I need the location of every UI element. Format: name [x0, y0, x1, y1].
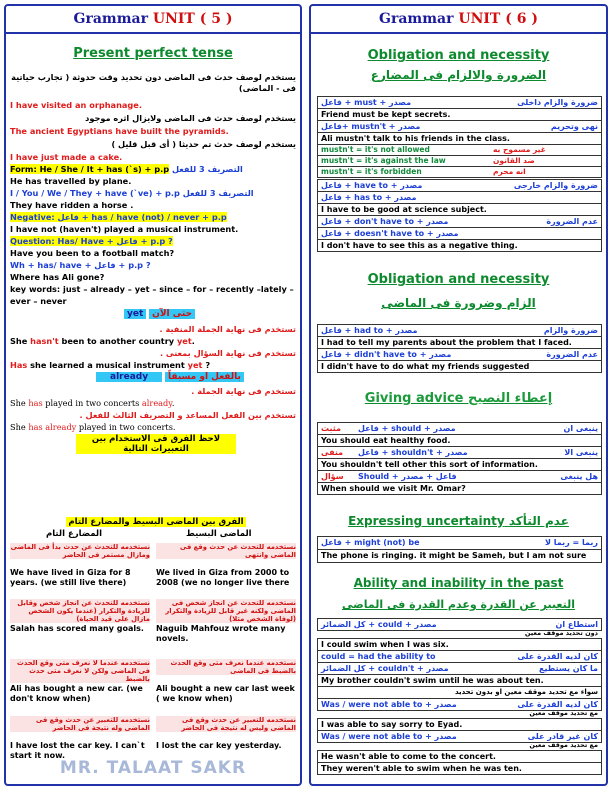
row-label: ضرورة والزام داخلى: [517, 98, 598, 107]
row-label: عدم الضرورة: [546, 217, 598, 226]
row-example: I could swim when I was six.: [321, 640, 449, 649]
obligation-title-1: [311, 48, 606, 63]
row-example: Ali mustn't talk to his friends in the class.: [321, 134, 510, 143]
compare-ps-ar: نستخدمه عندما نعرف متى وقع الحدث بالضبط فى الماضى: [156, 659, 296, 675]
row-form: فاعل + might (not) be: [321, 538, 420, 547]
compare-pp-en: Salah has scored many goals.: [10, 624, 144, 633]
form-example-1: He has travelled by plane.: [10, 176, 132, 186]
row-label: عدم الضرورة: [546, 350, 598, 359]
diff-title: لاحظ الفرق فى الاستخدام بين التعبيرات التالية: [76, 434, 236, 454]
row-label: ما كان يستطيع: [539, 664, 598, 673]
already-ar: بالفعل او مسبقاً: [165, 372, 244, 382]
compare-ps-en: Ali bought a new car last week ( we know when): [156, 684, 295, 703]
use-1-example: I have visited an orphanage.: [10, 100, 142, 110]
compare-row: [10, 599, 296, 655]
row-form: فاعل+ mustn't + مصدر: [321, 122, 421, 131]
row-form: فاعل + don't have to + مصدر: [321, 217, 449, 226]
compare-ps-ar: نستخدمه للتحدث عن انجاز شخص فى الماضى ولكنه غير قابل للزيادة والتكرار (لوفاة الشخص مثلا): [156, 599, 296, 623]
row-example: I had to tell my parents about the problem that I faced.: [321, 338, 572, 347]
uncertainty-title: [311, 514, 606, 528]
author-footer: MR. TALAAT SAKR: [59, 758, 247, 778]
negative-example: I have not (haven't) played a musical instrument.: [10, 224, 239, 234]
obligation-title-2: Obligation and necessity: [367, 272, 550, 287]
row-form: Was / were not able to + مصدر: [321, 732, 457, 741]
row-form: فاعل + had to + مصدر: [321, 326, 418, 335]
table-row: [317, 239, 602, 252]
already-ex1-d: already: [141, 398, 172, 408]
compare-pp-ar: نستخدمه للتحدث عن انجاز شخص وقابل للزيادة والتكرار (عندما يكون الشخص مازال على قيد الحياة): [10, 599, 150, 623]
already-example-1: [10, 398, 296, 408]
row-example: You shouldn't tell other this sort of information.: [321, 460, 538, 469]
already-ex1-b: has: [28, 398, 43, 408]
row-form: فاعل + doesn't have to + مصدر: [321, 229, 459, 238]
form-text: Form: He / She / It + has (`s) + p.p: [10, 164, 170, 174]
form-note-ar-2: التصريف 3 للفعل: [182, 188, 254, 198]
table-row: [317, 536, 602, 550]
unit-5-column: [4, 4, 302, 786]
compare-pp-en: We have lived in Giza for 8 years. (we still live there): [10, 568, 131, 587]
use-3-example: I have just made a cake.: [10, 152, 123, 162]
yet-note-2: تستخدم فى نهاية السؤال بمعنى .: [159, 348, 296, 358]
row-label: استطاع ان: [555, 620, 598, 629]
form-note-ar: التصريف 3 للفعل: [171, 164, 243, 174]
obligation-title-1-en: Obligation and necessity: [367, 48, 550, 63]
yet-ex2-b: she learned a musical instrument: [27, 360, 188, 370]
compare-pp-ar: نستخدمه للتحدث عن حدث بدأ فى الماضى ومازال مستمر فى الحاضر: [10, 543, 150, 559]
row-tag: منفى: [321, 448, 344, 457]
use-1-ar: يستخدم لوصف حدث فى الماضى دون تحديد وقت حدوثة ( تجارب حياتية فى - الماضى): [11, 72, 296, 93]
already-ex2-c: played in two concerts.: [76, 422, 176, 432]
obligation-title-2-ar: الزام وضرورة فى الماضى: [381, 296, 536, 310]
form-text-2: I / You / We / They + have (`ve) + p.p: [10, 188, 180, 198]
use-2-example: The ancient Egyptians have built the pyramids.: [10, 126, 229, 136]
yet-ex2-d: ?: [202, 360, 211, 370]
yet-ex1-a: She: [10, 336, 31, 346]
use-3-ar: يستخدم لوصف حدث تم حديثا ( أى قبل قليل ): [111, 139, 296, 149]
compare-pp-en: I have lost the car key. I can`t start it now.: [10, 741, 145, 760]
advice-title: [311, 391, 606, 406]
already-word: already: [96, 372, 162, 382]
table-row: [317, 482, 602, 495]
row-sub: دون تحديد موقف معين: [524, 629, 598, 637]
form-example-2: They have ridden a horse .: [10, 200, 134, 210]
uncertainty-title-ar: عدم التأكد: [508, 514, 569, 528]
header-word: Grammar: [379, 11, 454, 27]
row-example: My brother couldn't swim until he was about ten.: [321, 676, 544, 685]
unit-5-header: [6, 6, 300, 34]
row-note: سواء مع تحديد موقف معين او بدون تحديد: [454, 688, 598, 696]
wh-question-example: Where has Ali gone?: [10, 272, 105, 282]
already-ex1-e: .: [171, 398, 175, 408]
unit-6-column: [309, 4, 608, 786]
header-word: Grammar: [73, 11, 148, 27]
mustnt-ar: ضد القانون: [493, 156, 535, 165]
mustnt-en: mustn't = it's not allowed: [321, 145, 430, 154]
row-form: فاعل + has to + مصدر: [321, 193, 417, 202]
row-label: هل ينبغى: [560, 472, 598, 481]
table-row: [317, 730, 602, 749]
row-label: نهى وتحريم: [550, 122, 598, 131]
present-perfect-title: Present perfect tense: [73, 46, 233, 61]
form-line: [10, 164, 296, 174]
row-example: They weren't able to swim when he was ten.: [321, 764, 522, 773]
yet-ex1-c: been to another country: [58, 336, 177, 346]
obligation-title-1-ar: الضرورة والالزام فى المضارع: [370, 68, 547, 82]
row-tag: سؤال: [321, 472, 344, 481]
already-ex1-a: She: [10, 398, 29, 408]
compare-ps-en: Naguib Mahfouz wrote many novels.: [156, 624, 286, 643]
row-label: ينبغى ان: [563, 424, 598, 433]
key-words-2: ever – never: [10, 296, 67, 306]
yet-label: [124, 309, 195, 319]
already-example-2: [10, 422, 296, 432]
header-unit: UNIT ( 6 ): [458, 11, 538, 27]
row-form: كل الضمائر + could + مصدر: [321, 620, 437, 629]
row-form: فاعل + have to + مصدر: [321, 181, 423, 190]
compare-ps-ar: نستخدمه للتعبير عن حدث وقع فى الماضى وليس له نتيجة فى الحاضر: [156, 716, 296, 732]
mustnt-ar: انه محرم: [493, 167, 526, 176]
mustnt-row: [317, 166, 602, 178]
question-example: Have you been to a football match?: [10, 248, 175, 258]
yet-ex1-e: .: [191, 336, 195, 346]
row-sub: مع تحديد موقف معين: [529, 741, 598, 749]
row-label: ضرورة والزام خارجى: [513, 181, 598, 190]
row-form: فاعل + shouldn't + مصدر: [358, 448, 468, 457]
compare-pp-ar: نستخدمه للتعبير عن حدث وقع فى الماضى وله نتيجة فى الحاضر: [10, 716, 150, 732]
already-ex2-b: has already: [28, 422, 77, 432]
already-label: [96, 372, 244, 382]
row-example: I was able to say sorry to Eyad.: [321, 720, 463, 729]
compare-head-ps: الماضى البسيط: [186, 529, 252, 539]
yet-note-1: تستخدم فى نهاية الجملة المنفية .: [159, 324, 296, 334]
form-line-2: [10, 188, 296, 198]
row-example: I don't have to see this as a negative thing.: [321, 241, 518, 250]
yet-example-2: [10, 360, 296, 370]
compare-head-pp: المضارع التام: [46, 529, 103, 539]
row-form: كل الضمائر + couldn't + مصدر: [321, 664, 449, 673]
compare-row: [10, 659, 296, 715]
advice-title-ar: إعطاء النصيح: [468, 391, 553, 406]
table-row: [317, 360, 602, 373]
compare-title: الفرق بين الماضى البسيط والمضارع التام: [66, 517, 246, 527]
row-form: Should + فاعل + مصدر: [358, 472, 457, 481]
already-ex2-a: She: [10, 422, 29, 432]
row-form: فاعل + must + مصدر: [321, 98, 412, 107]
unit-6-header: [311, 6, 606, 34]
negative-form: [10, 212, 296, 222]
yet-ar: حتى الآن: [149, 309, 195, 319]
row-tag: مثبت: [321, 424, 341, 433]
advice-title-en: Giving advice: [364, 391, 464, 406]
row-example: You should eat healthy food.: [321, 436, 451, 445]
already-ex1-c: played in two concerts: [42, 398, 142, 408]
mustnt-en: mustn't = it's against the law: [321, 156, 446, 165]
table-row: [317, 698, 602, 717]
row-form: فاعل + didn't have to + مصدر: [321, 350, 452, 359]
table-row: [317, 762, 602, 775]
row-form: could = had the ability to: [321, 652, 436, 661]
question-text: Question: Has/ Have + فاعل + p.p ?: [10, 236, 173, 246]
row-label: كان لديه القدرة على: [517, 700, 598, 709]
row-example: I didn't have to do what my friends suggested: [321, 362, 530, 371]
row-sub: مع تحديد موقف معين: [529, 709, 598, 717]
row-example: I have to be good at science subject.: [321, 205, 487, 214]
question-form: [10, 236, 296, 246]
compare-ps-en: I lost the car key yesterday.: [156, 741, 282, 750]
yet-word: yet: [124, 309, 146, 319]
row-example: When should we visit Mr. Omar?: [321, 484, 466, 493]
yet-ex1-b: hasn't: [30, 336, 59, 346]
row-label: كان لديه القدرة على: [517, 652, 598, 661]
yet-ex2-c: yet: [187, 360, 203, 370]
key-words-1: key words: just – already – yet – since – for – recently –lately –: [10, 284, 294, 294]
row-label: ينبغى الا: [564, 448, 598, 457]
already-note-1: تستخدم فى نهاية الجملة .: [191, 386, 296, 396]
compare-ps-en: We lived in Giza from 2000 to 2008 (we no longer live there: [156, 568, 290, 587]
header-unit: UNIT ( 5 ): [152, 11, 233, 27]
use-2-ar: يستخدم لوصف حدث فى الماضى ولايزال اثره موجود: [85, 113, 296, 123]
yet-ex1-d: yet: [176, 336, 192, 346]
row-label: كان غير قادر على: [527, 732, 598, 741]
ability-title: Ability and inability in the past: [353, 576, 564, 590]
compare-pp-en: Ali has bought a new car. (we don't know when): [10, 684, 143, 703]
mustnt-ar: غير مسموح به: [493, 145, 546, 154]
compare-ps-ar: نستخدمه للتحدث عن حدث وقع فى الماضى وانتهى: [156, 543, 296, 559]
ability-title-ar: التعبير عن القدرة وعدم القدرة فى الماضى: [341, 598, 576, 611]
wh-question-form: Wh + has/ have + فاعل + p.p ?: [10, 260, 151, 270]
row-label: ربما = ربما لا: [545, 538, 598, 547]
table-row: [317, 618, 602, 637]
row-form: Was / were not able to + مصدر: [321, 700, 457, 709]
compare-row: [10, 543, 296, 599]
compare-pp-ar: نستخدمه عندما لا نعرف متى وقع الحدث فى الماضى ولكن لا نعرف متى حدث بالضبط: [10, 659, 150, 683]
row-form: فاعل + should + مصدر: [358, 424, 456, 433]
yet-example-1: [10, 336, 296, 346]
negative-text: Negative: فاعل + has / have (not) / never + p.p: [10, 212, 227, 222]
already-note-2: تستخدم بين الفعل المساعد و التصريف الثالث للفعل .: [79, 410, 296, 420]
mustnt-en: mustn't = it's forbidden: [321, 167, 422, 176]
row-example: He wasn't able to come to the concert.: [321, 752, 496, 761]
uncertainty-title-en: Expressing uncertainty: [348, 514, 505, 528]
row-label: ضرورة والزام: [543, 326, 598, 335]
row-example: Friend must be kept secrets.: [321, 110, 451, 119]
row-example: The phone is ringing. it might be Sameh, but I am not sure: [321, 551, 587, 560]
table-row: [317, 549, 602, 563]
yet-ex2-a: Has: [10, 360, 28, 370]
